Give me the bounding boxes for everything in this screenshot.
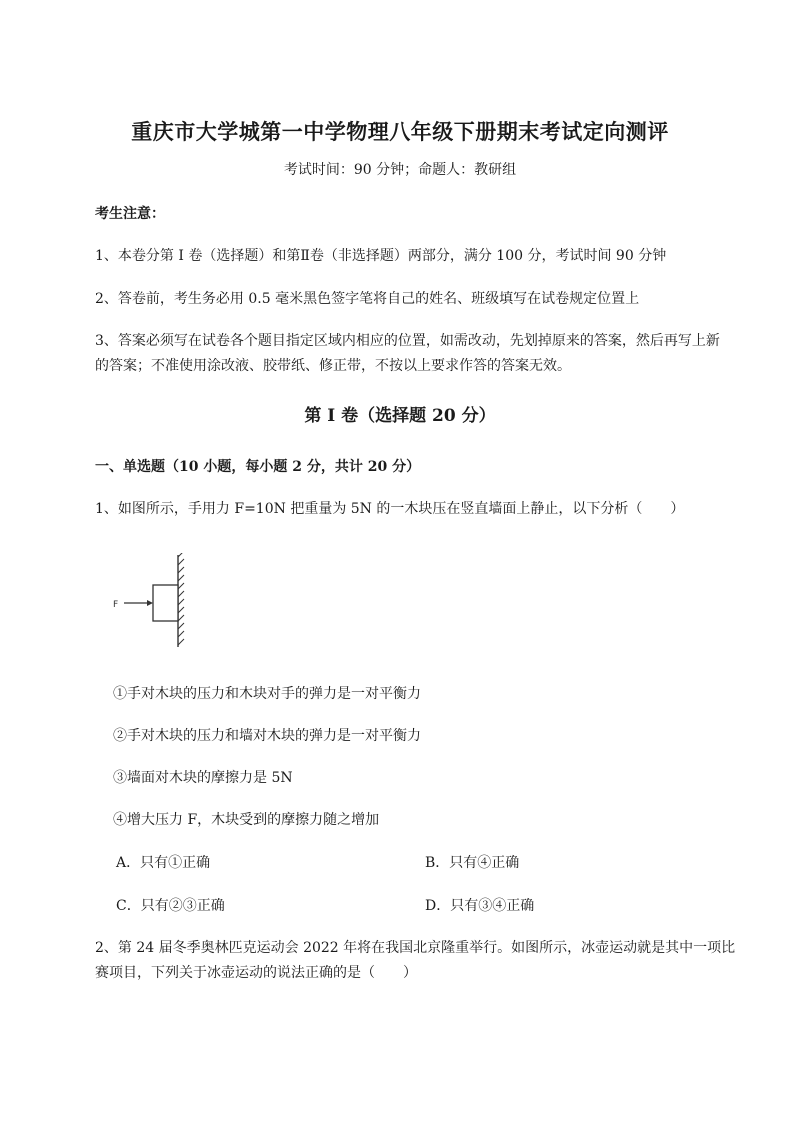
notice-item: 1、本卷分第 I 卷（选择题）和第Ⅱ卷（非选择题）两部分，满分 100 分，考试时间 90 分钟 — [95, 248, 667, 264]
option-a[interactable]: A．只有①正确 — [116, 855, 211, 871]
option-d[interactable]: D．只有③④正确 — [425, 898, 535, 914]
wall-block-diagram — [112, 553, 196, 657]
statement: ①手对木块的压力和木块对手的弹力是一对平衡力 — [113, 686, 421, 702]
statement: ③墙面对木块的摩擦力是 5N — [113, 770, 293, 786]
arrow-head-icon — [147, 600, 153, 606]
option-c[interactable]: C．只有②③正确 — [116, 898, 225, 914]
wooden-block — [153, 585, 178, 621]
exam-info: 考试时间：90 分钟；命题人：教研组 — [283, 162, 517, 178]
notice-item: 3、答案必须写在试卷各个题目指定区域内相应的位置，如需改动，先划掉原来的答案，然后再写上新 — [95, 333, 720, 349]
statement: ④增大压力 F，木块受到的摩擦力随之增加 — [113, 812, 380, 828]
wall-hatching — [178, 553, 184, 645]
force-label: F — [113, 600, 119, 610]
part-heading: 一、单选题（10 小题，每小题 2 分，共计 20 分） — [95, 459, 421, 475]
question-1-stem: 1、如图所示，手用力 F=10N 把重量为 5N 的一木块压在竖直墙面上静止，以下分析（ ） — [95, 501, 685, 517]
page-title: 重庆市大学城第一中学物理八年级下册期末考试定向测评 — [131, 119, 669, 144]
option-b[interactable]: B．只有④正确 — [425, 855, 520, 871]
notice-item: 的答案；不准使用涂改液、胶带纸、修正带，不按以上要求作答的答案无效。 — [95, 358, 571, 374]
question-2-stem: 2、第 24 届冬季奥林匹克运动会 2022 年将在我国北京隆重举行。如图所示，冰壶运动就是其中一项比 — [95, 940, 736, 956]
force-diagram-figure — [112, 553, 196, 657]
section-title: 第 I 卷（选择题 20 分） — [304, 406, 496, 426]
statement: ②手对木块的压力和墙对木块的弹力是一对平衡力 — [113, 728, 421, 744]
question-2-stem-continued: 赛项目，下列关于冰壶运动的说法正确的是（ ） — [95, 965, 417, 981]
notice-heading: 考生注意： — [95, 206, 165, 222]
notice-item: 2、答卷前，考生务必用 0.5 毫米黑色签字笔将自己的姓名、班级填写在试卷规定位置上 — [95, 291, 640, 307]
